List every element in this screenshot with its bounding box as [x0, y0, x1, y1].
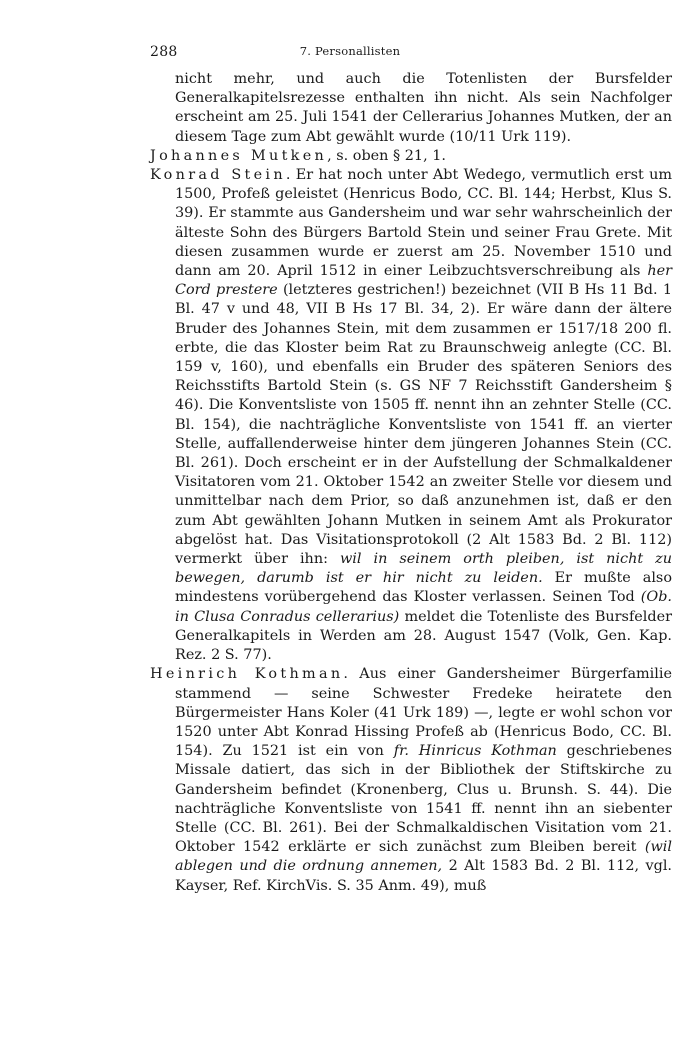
text-run: 2 Alt 1583 Bd. 2 Bl. 112, vgl. Kayser, Ref. KirchVis. S. 35 Anm. 49), muß	[175, 858, 672, 894]
entry-konrad-stein	[150, 166, 672, 665]
entry-body	[175, 666, 672, 893]
italic-quotation: wil in seinem orth pleiben, ist nicht zu bewegen, darumb ist er hir nicht zu leiden.	[175, 551, 672, 587]
text-run: geschriebenes Missale datiert, das sich in der Bibliothek der Stiftskirche zu Gandersheim befindet (Kronenberg, Clus u. Brunsh. S. 44). Die nachträgliche Konventsliste von 1541 ff. nennt ihn an siebenter Stelle (CC. Bl. 261). Bei der Schmalkaldischen Visitation vom 21. Oktober 1542 erklärte er sich zunächst zum Bleiben bereit	[175, 743, 672, 856]
text-run: Er mußte also mindestens vorübergehend das Kloster verlassen. Seinen Tod	[175, 570, 672, 606]
italic-quotation: (wil ablegen und die ordnung annemen,	[175, 839, 672, 875]
register-text	[150, 70, 672, 896]
text-run: . Aus einer Gandersheimer Bürgerfamilie stammend — seine Schwester Fredeke heiratete den Bürgermeister Hans Koler (41 Urk 189) —, legte er wohl schon vor 1520 unter Abt Konrad Hissing Profeß ab (Henricus Bodo, CC. Bl. 154). Zu 1521 ist ein von	[175, 666, 672, 760]
text-run: (letzteres gestrichen!) bezeichnet (VII B Hs 11 Bd. 1 Bl. 47 v und 48, VII B Hs 17 Bl. 34, 2). Er wäre dann der ältere Bruder des Johannes Stein, mit dem zusammen er 1517/18 200 fl. erbte, die das Kloster beim Rat zu Braunschweig anlegte (CC. Bl. 159 v, 160), und ebenfalls ein Bruder des späteren Seniors des Reichsstifts Bartold Stein (s. GS NF 7 Reichsstift Gandersheim § 46). Die Konventsliste von 1505 ff. nennt ihn an zehnter Stelle (CC. Bl. 154), die nachträgliche Konventsliste von 1541 ff. an vierter Stelle, auffallenderweise hinter dem jüngeren Johannes Stein (CC. Bl. 261). Doch erscheint er in der Aufstellung der Schmalkaldener Visitatoren vom 21. Oktober 1542 an zweiter Stelle vor diesem und unmittelbar nach dem Prior, so daß anzunehmen ist, daß er den zum Abt gewählten Johann Mutken in seinem Amt als Prokurator abgelöst hat. Das Visitationsprotokoll (2 Alt 1583 Bd. 2 Bl. 112) vermerkt über ihn:	[175, 282, 672, 568]
entry-name: Konrad Stein	[150, 167, 286, 184]
italic-quotation: (Ob. in Clusa Conradus cellerarius)	[175, 589, 672, 625]
running-head: 7. Personallisten	[299, 44, 401, 58]
italic-quotation: fr. Hinricus Kothman	[393, 743, 557, 760]
text-run: , s. oben § 21, 1.	[327, 147, 446, 164]
entry-johannes-mutken	[150, 147, 672, 166]
italic-quotation: her Cord prestere	[175, 263, 672, 299]
text-run: . Er hat noch unter Abt Wedego, vermutlich erst um 1500, Profeß geleistet (Henricus Bodo, CC. Bl. 144; Herbst, Klus S. 39). Er stammte aus Gandersheim und war sehr wahrscheinlich der älteste Sohn des Bürgers Bartold Stein und seiner Frau Grete. Mit diesen zusammen wurde er zuerst am 25. November 1510 und dann am 20. April 1512 in einer Leibzuchtsverschreibung als	[175, 167, 672, 280]
entry-body	[175, 167, 672, 663]
page-number: 288	[150, 44, 178, 60]
entry-name: Heinrich Kothman	[150, 666, 344, 683]
continuation-paragraph: nicht mehr, und auch die Totenlisten der Bursfelder Generalkapitelsrezesse enthalten ihn nicht. Als sein Nachfolger erscheint am 25. Juli 1541 der Cellerarius Johannes Mutken, der an diesem Tage zum Abt gewählt wurde (10/11 Urk 119).	[175, 71, 672, 145]
entry-body	[327, 148, 446, 164]
entry-name: Johannes Mutken	[150, 147, 328, 164]
text-run: meldet die Totenliste des Bursfelder Generalkapitels in Werden am 28. August 1547 (Volk, Gen. Kap. Rez. 2 S. 77).	[175, 608, 672, 664]
entry-heinrich-kothman	[150, 665, 672, 895]
